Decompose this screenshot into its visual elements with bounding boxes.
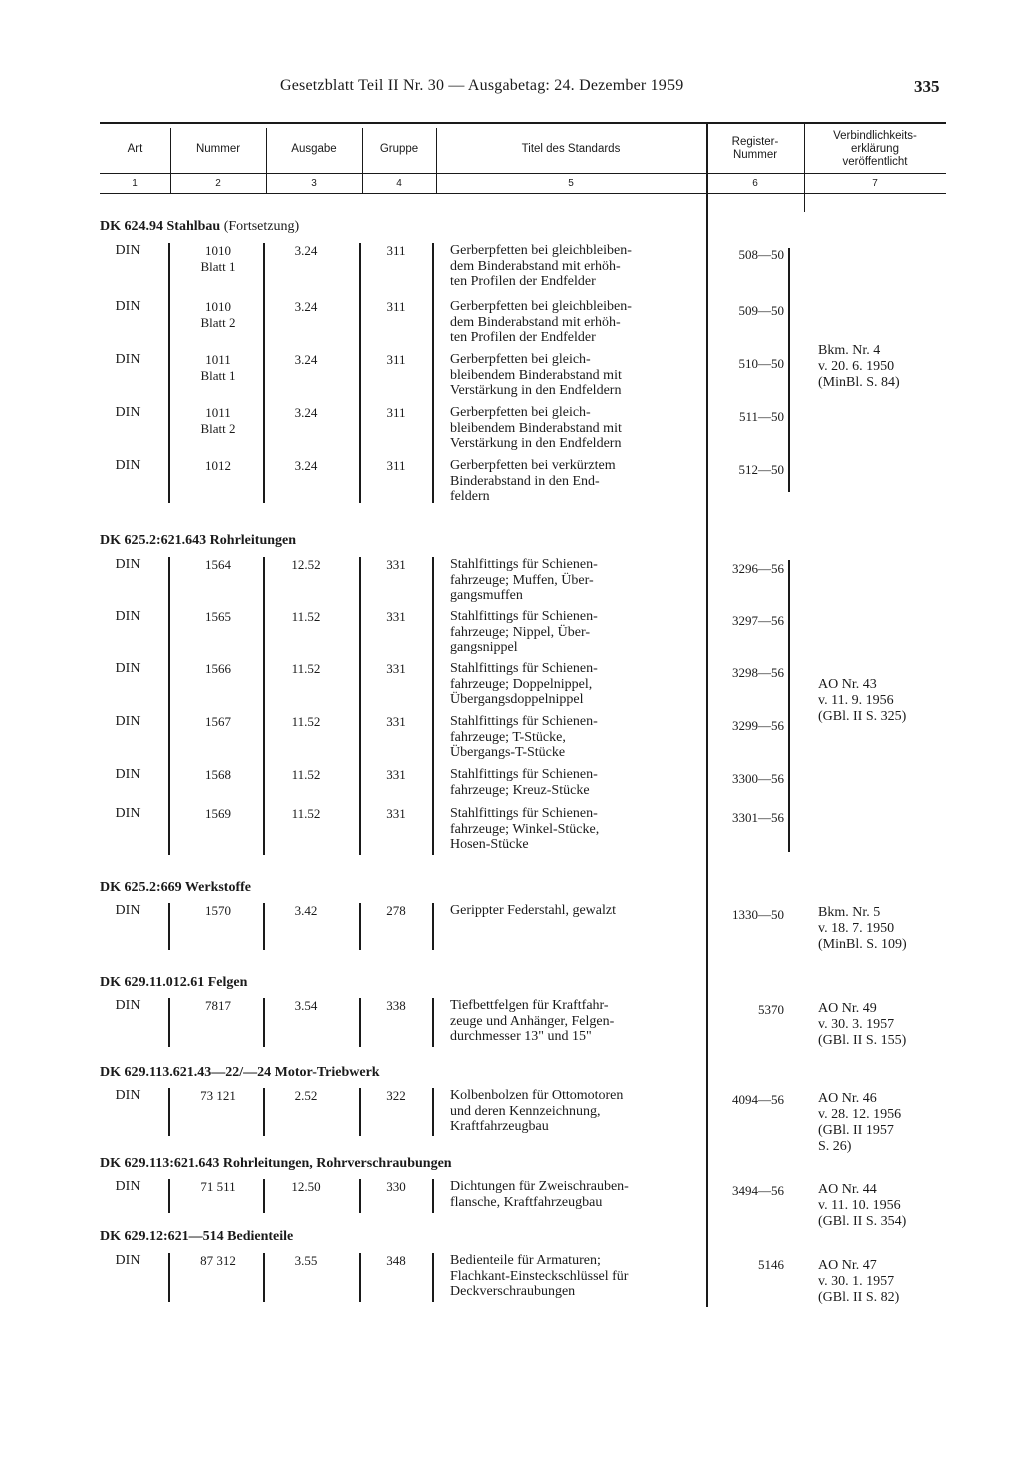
gruppe-cell: 311 [386, 458, 406, 473]
column-header-art: Art [127, 143, 143, 155]
nummer-cell: 1568 [205, 767, 231, 782]
column-bar [432, 557, 434, 855]
titel-cell: Gerberpfetten bei gleich- bleibendem Binderabstand mit Verstärkung in den Endfeldern [450, 352, 622, 398]
register-cell: 4094—56 [732, 1092, 784, 1107]
column-number: 1 [132, 178, 138, 189]
section-heading [100, 1156, 452, 1172]
art-cell: DIN [115, 714, 141, 729]
gruppe-cell: 311 [386, 352, 406, 367]
section-suffix: (Fortsetzung) [220, 219, 300, 234]
section-code: DK 625.2:669 [100, 880, 182, 895]
gruppe-cell: 311 [386, 243, 406, 258]
column-bar [359, 1088, 361, 1136]
titel-cell: Stahlfittings für Schienen- fahrzeuge; Doppelnippel, Übergangsdoppelnippel [450, 661, 598, 707]
verbindlichkeit-reference: AO Nr. 43 v. 11. 9. 1956 (GBl. II S. 325) [818, 677, 907, 724]
page-header-title: Gesetzblatt Teil II Nr. 30 — Ausgabetag: 24. Dezember 1959 [280, 77, 684, 94]
column-number: 4 [396, 178, 402, 189]
ausgabe-cell: 3.24 [294, 458, 318, 473]
register-cell: 3300—56 [732, 771, 784, 786]
gruppe-cell: 311 [386, 405, 406, 420]
art-cell: DIN [115, 243, 141, 258]
column-bar [359, 557, 361, 855]
column-bar [432, 998, 434, 1047]
section-heading [100, 975, 247, 991]
section-code: DK 625.2:621.643 [100, 533, 207, 548]
column-header-titel: Titel des Standards [521, 143, 621, 155]
nummer-cell: 1010 Blatt 1 [200, 243, 236, 274]
nummer-cell: 1011 Blatt 1 [200, 352, 236, 383]
column-bar [359, 243, 361, 503]
art-cell: DIN [115, 903, 141, 918]
art-cell: DIN [115, 1179, 141, 1194]
column-bar [432, 1253, 434, 1302]
column-header-ausgabe: Ausgabe [291, 143, 337, 155]
gruppe-cell: 311 [386, 299, 406, 314]
register-cell: 508—50 [738, 247, 784, 262]
section-code: DK 629.11.012.61 [100, 975, 205, 990]
verbindlichkeit-reference: AO Nr. 49 v. 30. 3. 1957 (GBl. II S. 155) [818, 1001, 907, 1048]
register-cell: 512—50 [738, 462, 784, 477]
verbindlichkeit-reference: AO Nr. 47 v. 30. 1. 1957 (GBl. II S. 82) [818, 1258, 900, 1305]
nummer-cell: 1570 [205, 903, 231, 918]
gruppe-cell: 331 [386, 767, 406, 782]
page-number: 335 [914, 77, 940, 96]
nummer-cell: 87 312 [200, 1253, 236, 1268]
titel-cell: Bedienteile für Armaturen; Flachkant-Einsteckschlüssel für Deckverschraubungen [450, 1253, 629, 1299]
art-cell: DIN [115, 806, 141, 821]
column-bar [432, 243, 434, 503]
nummer-cell: 1012 [205, 458, 231, 473]
gruppe-cell: 348 [386, 1253, 406, 1268]
art-cell: DIN [115, 998, 141, 1013]
verbindlichkeit-reference: Bkm. Nr. 4 v. 20. 6. 1950 (MinBl. S. 84) [818, 343, 900, 390]
verbindlichkeit-reference: AO Nr. 44 v. 11. 10. 1956 (GBl. II S. 354) [818, 1182, 907, 1229]
ausgabe-cell: 3.55 [294, 1253, 318, 1268]
art-cell: DIN [115, 557, 141, 572]
column-number: 3 [311, 178, 317, 189]
ausgabe-cell: 3.24 [294, 405, 318, 420]
column-header-gruppe: Gruppe [379, 143, 419, 155]
ausgabe-cell: 3.24 [294, 243, 318, 258]
art-cell: DIN [115, 609, 141, 624]
section-name: Rohrleitungen, Rohrverschraubungen [219, 1156, 452, 1171]
titel-cell: Stahlfittings für Schienen- fahrzeuge; Nippel, Über- gangsnippel [450, 609, 598, 655]
ausgabe-cell: 3.24 [294, 299, 318, 314]
titel-cell: Kolbenbolzen für Ottomotoren und deren Kennzeichnung, Kraftfahrzeugbau [450, 1088, 624, 1134]
column-bar [359, 903, 361, 950]
section-heading [100, 533, 296, 549]
nummer-cell: 7817 [205, 998, 231, 1013]
gruppe-cell: 330 [386, 1179, 406, 1194]
section-name: Werkstoffe [181, 880, 252, 895]
register-cell: 3298—56 [732, 665, 784, 680]
titel-cell: Tiefbettfelgen für Kraftfahr- zeuge und Anhänger, Felgen- durchmesser 13" und 15" [450, 998, 615, 1044]
art-cell: DIN [115, 1253, 141, 1268]
ausgabe-cell: 12.50 [291, 1179, 321, 1194]
nummer-cell: 1565 [205, 609, 231, 624]
art-cell: DIN [115, 458, 141, 473]
gruppe-cell: 322 [386, 1088, 406, 1103]
ausgabe-cell: 11.52 [291, 806, 321, 821]
ausgabe-cell: 12.52 [291, 557, 321, 572]
nummer-cell: 71 511 [200, 1179, 236, 1194]
column-header-register: Register- Nummer [731, 136, 779, 161]
section-name: Motor-Triebwerk [271, 1065, 380, 1080]
nummer-cell: 1566 [205, 661, 231, 676]
section-heading [100, 219, 299, 235]
register-cell: 509—50 [738, 303, 784, 318]
ausgabe-cell: 3.24 [294, 352, 318, 367]
section-code: DK 624.94 [100, 219, 163, 234]
nummer-cell: 73 121 [200, 1088, 236, 1103]
titel-cell: Gerberpfetten bei gleichbleiben- dem Binderabstand mit erhöh- ten Profilen der Endfelder [450, 243, 632, 289]
column-bar [432, 1088, 434, 1136]
art-cell: DIN [115, 661, 141, 676]
column-number: 2 [215, 178, 221, 189]
gruppe-cell: 331 [386, 661, 406, 676]
nummer-cell: 1010 Blatt 2 [200, 299, 236, 330]
titel-cell: Stahlfittings für Schienen- fahrzeuge; Winkel-Stücke, Hosen-Stücke [450, 806, 600, 852]
ausgabe-cell: 3.54 [294, 998, 318, 1013]
titel-cell: Stahlfittings für Schienen- fahrzeuge; Kreuz-Stücke [450, 767, 598, 798]
gruppe-cell: 338 [386, 998, 406, 1013]
ausgabe-cell: 2.52 [294, 1088, 318, 1103]
nummer-cell: 1567 [205, 714, 231, 729]
verbindlichkeit-reference: AO Nr. 46 v. 28. 12. 1956 (GBl. II 1957 S. 26) [818, 1091, 902, 1154]
register-cell: 3299—56 [732, 718, 784, 733]
column-number: 6 [752, 178, 758, 189]
nummer-cell: 1569 [205, 806, 231, 821]
ausgabe-cell: 3.42 [294, 903, 318, 918]
art-cell: DIN [115, 299, 141, 314]
verbindlichkeit-reference: Bkm. Nr. 5 v. 18. 7. 1950 (MinBl. S. 109) [818, 905, 907, 952]
register-cell: 5370 [758, 1002, 784, 1017]
gruppe-cell: 331 [386, 714, 406, 729]
group-brace [788, 248, 790, 492]
section-code: DK 629.12:621—514 [100, 1229, 224, 1244]
register-cell: 510—50 [738, 356, 784, 371]
gruppe-cell: 331 [386, 806, 406, 821]
ausgabe-cell: 11.52 [291, 767, 321, 782]
register-cell: 3296—56 [732, 561, 784, 576]
titel-cell: Dichtungen für Zweischrauben- flansche, Kraftfahrzeugbau [450, 1179, 629, 1210]
section-heading [100, 1229, 293, 1245]
gruppe-cell: 331 [386, 609, 406, 624]
gruppe-cell: 278 [386, 903, 406, 918]
column-bar [359, 1253, 361, 1302]
column-number: 7 [872, 178, 878, 189]
column-bar [359, 998, 361, 1047]
nummer-cell: 1011 Blatt 2 [200, 405, 236, 436]
nummer-cell: 1564 [205, 557, 231, 572]
titel-cell: Gerippter Federstahl, gewalzt [450, 903, 616, 918]
column-header-verbindlichkeit: Verbindlichkeits- erklärung veröffentlicht [833, 130, 917, 168]
section-name: Stahlbau [163, 219, 221, 234]
column-bar [359, 1179, 361, 1213]
column-header-nummer: Nummer [195, 143, 241, 155]
art-cell: DIN [115, 1088, 141, 1103]
titel-cell: Gerberpfetten bei gleichbleiben- dem Binderabstand mit erhöh- ten Profilen der Endfelder [450, 299, 632, 345]
column-bar [432, 1179, 434, 1213]
art-cell: DIN [115, 405, 141, 420]
ausgabe-cell: 11.52 [291, 609, 321, 624]
register-cell: 511—50 [738, 409, 784, 424]
section-name: Bedienteile [223, 1229, 294, 1244]
register-cell: 1330—50 [732, 907, 784, 922]
column-number: 5 [568, 178, 574, 189]
gruppe-cell: 331 [386, 557, 406, 572]
section-heading [100, 1065, 380, 1081]
ausgabe-cell: 11.52 [291, 714, 321, 729]
titel-cell: Stahlfittings für Schienen- fahrzeuge; Muffen, Über- gangsmuffen [450, 557, 598, 603]
section-heading [100, 880, 251, 896]
section-name: Felgen [204, 975, 248, 990]
section-name: Rohrleitungen [206, 533, 297, 548]
register-cell: 3301—56 [732, 810, 784, 825]
section-code: DK 629.113:621.643 [100, 1156, 220, 1171]
register-cell: 5146 [758, 1257, 784, 1272]
titel-cell: Stahlfittings für Schienen- fahrzeuge; T-Stücke, Übergangs-T-Stücke [450, 714, 598, 760]
register-cell: 3494—56 [732, 1183, 784, 1198]
art-cell: DIN [115, 767, 141, 782]
art-cell: DIN [115, 352, 141, 367]
titel-cell: Gerberpfetten bei gleich- bleibendem Binderabstand mit Verstärkung in den Endfeldern [450, 405, 622, 451]
group-brace [788, 560, 790, 852]
column-bar [432, 903, 434, 950]
section-code: DK 629.113.621.43—22/—24 [100, 1065, 272, 1080]
register-cell: 3297—56 [732, 613, 784, 628]
titel-cell: Gerberpfetten bei verkürztem Binderabstand in den End- feldern [450, 458, 616, 504]
ausgabe-cell: 11.52 [291, 661, 321, 676]
